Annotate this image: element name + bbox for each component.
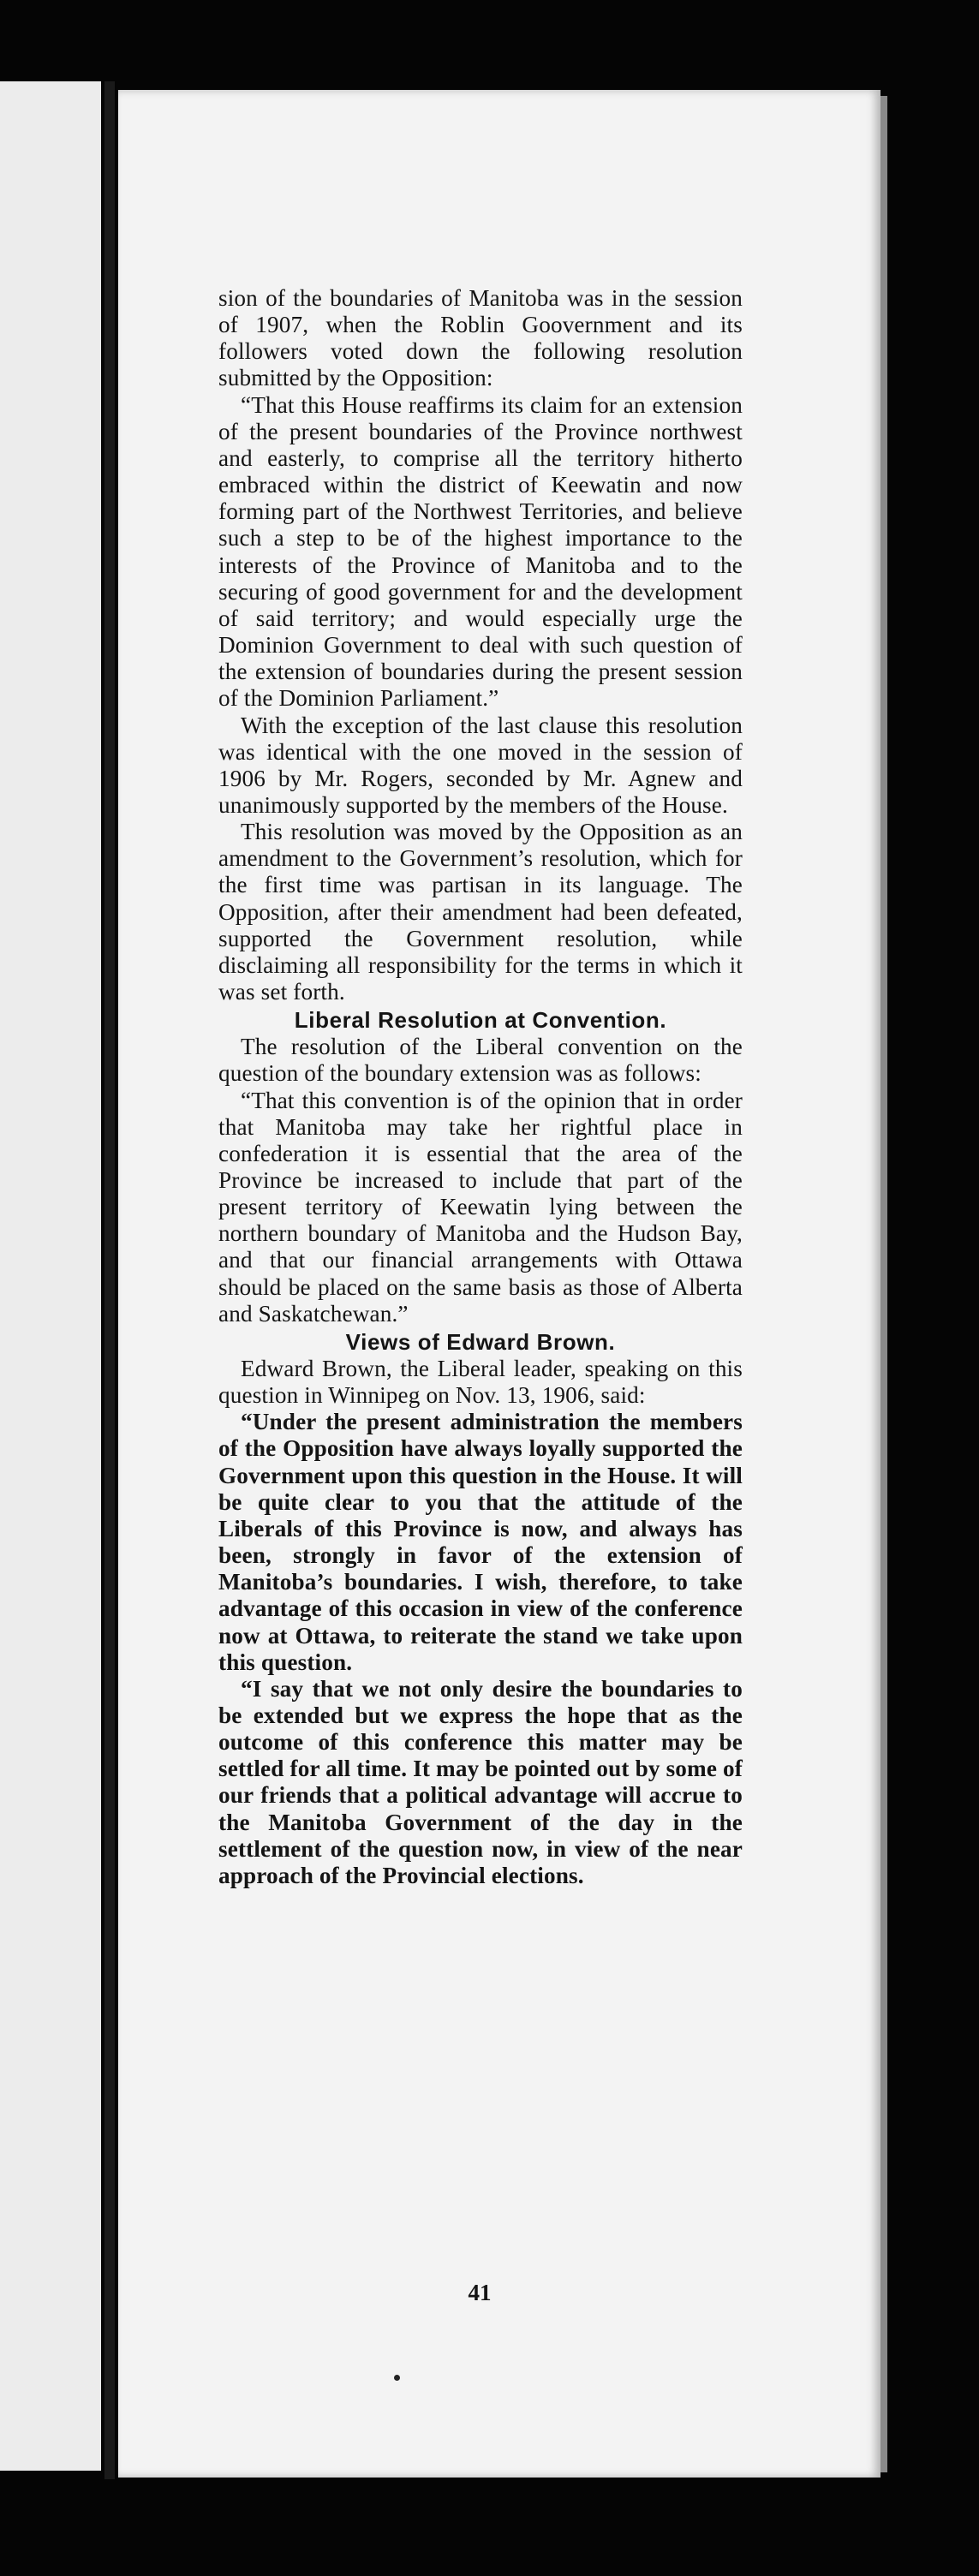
paragraph-6: The resolution of the Liberal convention on the question of the boundary extension was as follows: <box>218 1034 743 1087</box>
section-heading-liberal-resolution: Liberal Resolution at Convention. <box>294 1007 667 1034</box>
section-heading-edward-brown: Views of Edward Brown. <box>345 1328 616 1355</box>
paragraph-9: Edward Brown, the Liberal leader, speaking on this question in Winnipeg on Nov. 13, 1906, said: <box>218 1355 743 1409</box>
paragraph-resolution-quote: “That this House reaffirms its claim for an extension of the present boundaries of the Province northwest and easterly, to comprise all the territory hitherto embraced within the district of Keewatin and now forming part of the Northwest Territories, and believe such a step to be of the highest importance to the interests of the Province of Manitoba and to the securing of good government for and the development of said territory; and would especially urge the Dominion Government to deal with such question of the extension of boundaries during the present session of the Dominion Parliament.” <box>218 391 743 712</box>
ink-dot <box>394 2375 400 2381</box>
page-number: 41 <box>468 2280 492 2305</box>
paragraph-brown-quote-1: “Under the present administration the members of the Opposition have always loyally supported the Government upon this question in the House. It will be quite clear to you that the attitude of the Liberals of this Province is now, and always has been, strongly in favor of the extension of Manitoba’s boundaries. I wish, therefore, to take advantage of this occasion in view of the conference now at Ottawa, to reiterate the stand we take upon this question. <box>218 1409 743 1675</box>
paragraph-brown-quote-2: “I say that we not only desire the boundaries to be extended but we express the hope that as the outcome of this conference this matter may be settled for all time. It may be pointed out by some of our friends that a political advantage will accrue to the Manitoba Government of the day in the settlement of the question now, in view of the near approach of the Provincial elections. <box>218 1675 743 1888</box>
facing-page-edge <box>0 81 101 2471</box>
page-shadow-edge <box>881 96 887 2472</box>
paragraph-convention-quote: “That this convention is of the opinion that in order that Manitoba may take her rightful place in confederation it is essential that the area of the Province be increased to include that part of the present territory of Keewatin lying between the northern boundary of Manitoba and the Hudson Bay, and that our financial arrangements with Ottawa should be placed on the same basis as those of Alberta and Saskatchewan.” <box>218 1087 743 1327</box>
paragraph-4: This resolution was moved by the Opposition as an amendment to the Government’s resolution, which for the first time was partisan in its language. The Opposition, after their amendment had been defeated, supported the Government resolution, while disclaiming all responsibility for the terms in which it was set forth. <box>218 819 743 1005</box>
paragraph-1: sion of the boundaries of Manitoba was in the session of 1907, when the Roblin Goovernment and its followers voted down the following resolution submitted by the Opposition: <box>218 285 743 391</box>
text-column <box>218 285 743 1889</box>
book-gutter <box>104 81 115 2479</box>
paragraph-3: With the exception of the last clause this resolution was identical with the one moved in the session of 1906 by Mr. Rogers, seconded by Mr. Agnew and unanimously supported by the members of the House. <box>218 712 743 818</box>
